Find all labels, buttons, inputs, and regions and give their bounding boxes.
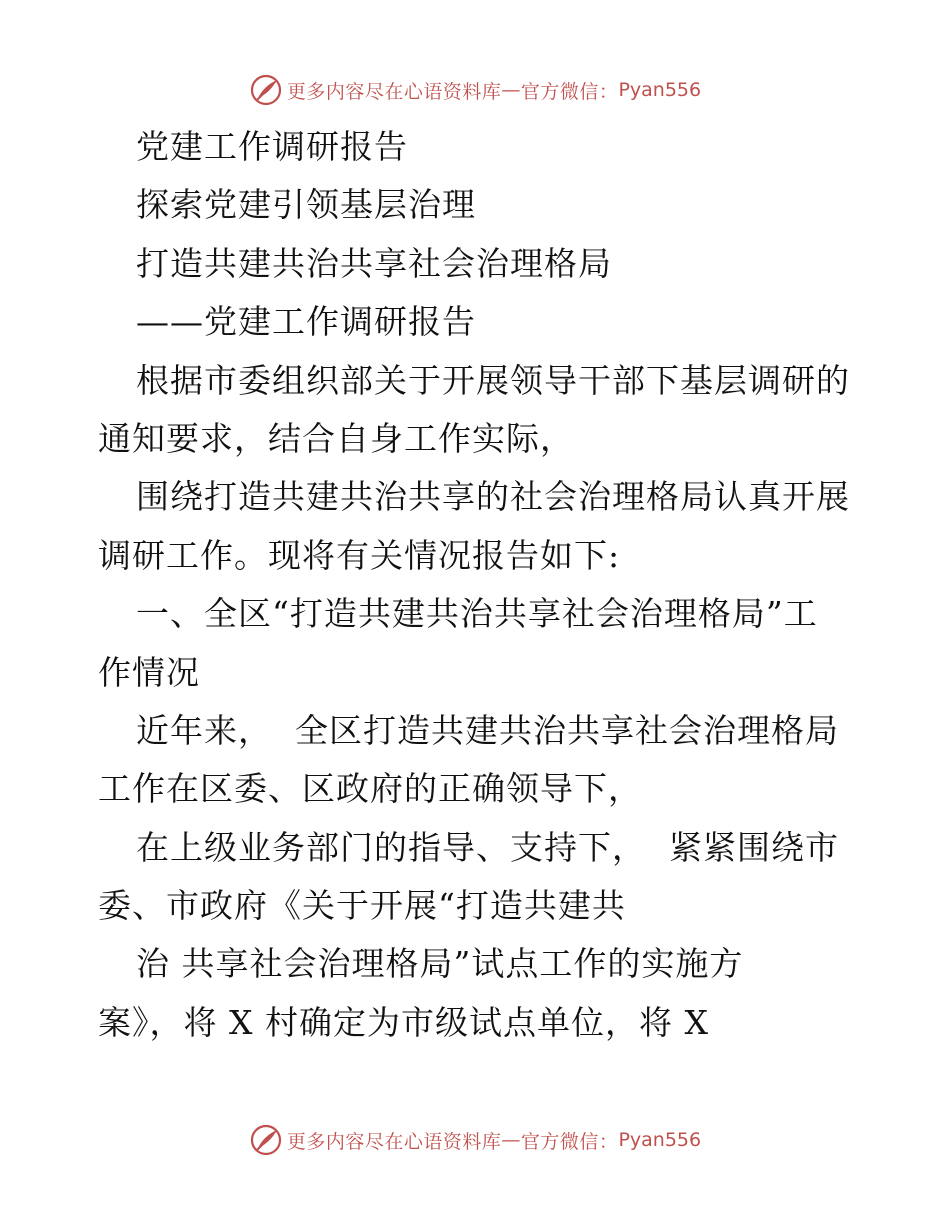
doc-subtitle-2: 打造共建共治共享社会治理格局 [136,243,612,283]
paragraph-line: 在上级业务部门的指导、支持下， 紧紧围绕市 [136,827,839,867]
watermark-id: Pyan556 [618,79,702,101]
watermark-separator: — [501,1129,521,1151]
section-heading: 一、全区“打造共建共治共享社会治理格局”工 [136,594,818,634]
doc-title: 党建工作调研报告 [136,127,408,166]
watermark-separator: — [501,79,521,101]
doc-subtitle-3: ——党建工作调研报告 [136,302,476,342]
watermark-header [0,70,950,110]
watermark-id: Pyan556 [618,1129,702,1151]
watermark-label: 官方微信： [520,80,619,103]
doc-subtitle-1: 探索党建引领基层治理 [136,185,476,225]
paragraph-line: 根据市委组织部关于开展领导干部下基层调研的 [136,360,850,400]
watermark-text: 更多内容尽在心语资料库 [286,1130,502,1153]
paragraph-line: 委、市政府《关于开展“打造共建共 [98,886,626,926]
paragraph-line: 治 共享社会治理格局”试点工作的实施方 [136,944,744,984]
paragraph-line: 近年来， 全区打造共建共治共享社会治理格局 [136,710,839,750]
paragraph-line: 调研工作。现将有关情况报告如下: [98,535,621,575]
watermark-text: 更多内容尽在心语资料库 [286,80,502,103]
paragraph-line: 围绕打造共建共治共享的社会治理格局认真开展 [136,477,850,517]
quill-logo-icon [249,73,283,107]
document-body [98,118,878,1052]
paragraph-line: 工作在区委、区政府的正确领导下， [98,769,642,809]
quill-logo-icon [249,1123,283,1157]
paragraph-line: 案》，将 X 村确定为市级试点单位，将 X [98,1002,709,1042]
paragraph-line: 通知要求，结合自身工作实际， [98,418,574,458]
section-heading-cont: 作情况 [98,652,200,692]
watermark-footer [0,1120,950,1160]
watermark-label: 官方微信： [520,1130,619,1153]
